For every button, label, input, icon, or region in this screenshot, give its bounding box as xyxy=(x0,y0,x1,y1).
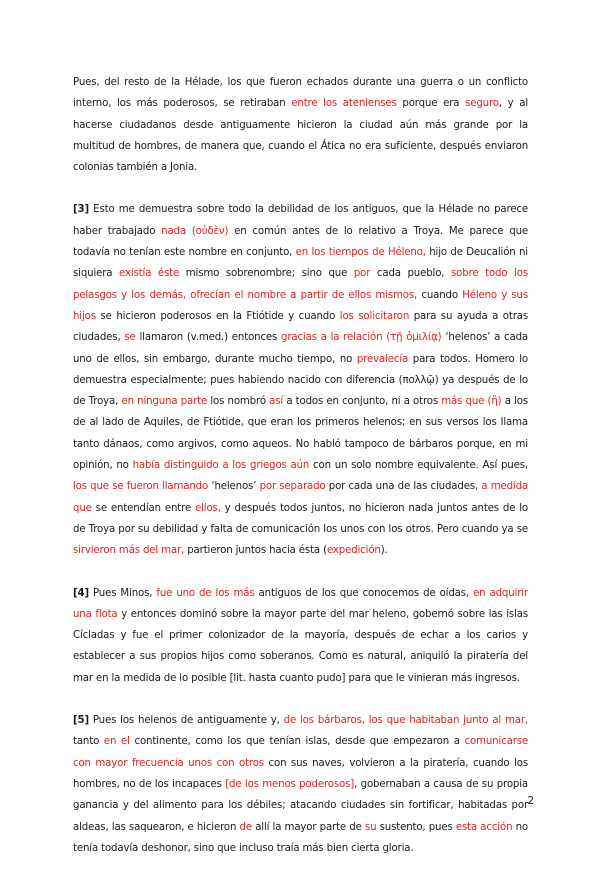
text-run: se hicieron poderosos en la Ftiótide y cuando xyxy=(95,310,340,322)
highlighted-phrase: en el xyxy=(103,736,130,748)
text-run: se entendían entre xyxy=(91,502,195,514)
highlighted-phrase: los solicitaron xyxy=(339,310,410,322)
text-run: , y al hacerse ciudadanos desde antiguamente hicieron la ciudad aún más grande por la multitud de hombres, de manera que, cuando el Ática no era suficiente, después enviaron colonias también a Jonia. xyxy=(73,98,529,174)
text-run: antiguos de los que conocemos de oídas, xyxy=(254,587,474,599)
paragraph-intro xyxy=(73,72,528,178)
text-run: Pues los helenos de antiguamente y, xyxy=(88,715,284,727)
text-run: cada pueblo, xyxy=(370,268,452,280)
document-body xyxy=(73,72,528,880)
text-run: los nombró xyxy=(207,396,270,408)
highlighted-phrase: por separado xyxy=(259,481,326,493)
highlighted-phrase: su xyxy=(364,821,377,833)
highlighted-phrase: en adquirir una flota xyxy=(73,587,528,620)
text-run: con un solo nombre equivalente. Así pues, xyxy=(309,460,528,472)
highlighted-phrase: se xyxy=(124,332,136,344)
text-run: para todos. Homero lo demuestra especialmente; pues habiendo nacido con diferencia (πολλῷ) ya después de lo de Troya, xyxy=(73,353,529,408)
highlighted-phrase: [de los menos poderosos] xyxy=(225,778,355,790)
highlighted-phrase: comunicarse con mayor frecuencia unos con otros xyxy=(73,736,529,769)
highlighted-phrase: sobre todo los pelasgos y los demás, ofrecían el nombre a partir de ellos mismos, xyxy=(73,268,528,301)
text-run: y después todos juntos, no hicieron nada juntos antes de lo de Troya por su debilidad y falta de comunicación los unos con los otros. Pero cuando ya se xyxy=(73,502,528,535)
text-run: en común antes de lo relativo a Troya. Me parece que todavía no tenían este nombre en conjunto, xyxy=(73,225,528,259)
section-number: [3] xyxy=(73,204,89,216)
text-run: no tenía todavía deshonor, sino que incluso traía más bien cierta gloria. xyxy=(73,821,528,854)
text-run: llamaron (v.med.) entonces xyxy=(135,332,282,344)
text-run: y entonces dominó sobre la mayor parte del mar heleno, gobernó sobre las islas Cícladas y fue el primer colonizador de la mayoría, después de echar a los carios y establecer a sus propios hijos como soberanos. Como es natural, aniquiló la piratería del mar en la medida de lo posible [lit. hasta cuanto pudo] para que le vinieran más ingresos. xyxy=(73,608,529,684)
text-run: a todos en conjunto, ni a otros xyxy=(283,396,442,408)
highlighted-phrase: a medida que xyxy=(73,481,528,514)
paragraph-section-4 xyxy=(73,583,528,689)
section-number: [5] xyxy=(73,715,89,727)
highlighted-phrase: más que (ἢ) xyxy=(441,396,502,408)
highlighted-phrase: en los tiempos de Héleno, xyxy=(295,247,426,259)
highlighted-phrase: en ninguna parte xyxy=(121,396,208,408)
highlighted-phrase: esta acción xyxy=(455,821,513,833)
text-run: ). xyxy=(380,545,388,557)
highlighted-phrase: fue uno de los más xyxy=(156,587,255,599)
paragraph-section-5 xyxy=(73,710,528,859)
text-run: sustento, pues xyxy=(376,821,456,833)
highlighted-phrase: Héleno y sus hijos xyxy=(73,289,529,322)
text-run: para su ayuda a otras ciudades, xyxy=(73,310,528,344)
text-run: , gobernaban a causa de su propia ganancia y del alimento para los débiles; atacando ciudades sin fortificar, habitadas por aldeas, las saquearon, e hicieron xyxy=(73,778,528,833)
highlighted-phrase: entre los atenienses xyxy=(291,98,397,110)
highlighted-phrase: prevalecía xyxy=(356,353,409,365)
highlighted-phrase: por xyxy=(353,268,371,280)
highlighted-phrase: sirvieron más del mar, xyxy=(73,545,185,557)
highlighted-phrase: había distinguido a los griegos aún xyxy=(132,460,310,472)
highlighted-phrase: ellos, xyxy=(195,502,221,514)
text-run: Pues, del resto de la Hélade, los que fueron echados durante una guerra o un conflicto interno, los más poderosos, se retiraban xyxy=(73,77,528,110)
highlighted-phrase: nada (οὐδὲν) xyxy=(161,225,229,237)
highlighted-phrase: de los bárbaros, los que habitaban junto al mar, xyxy=(283,715,528,727)
text-run: ‘helenos’ xyxy=(208,481,260,493)
highlighted-phrase: así xyxy=(269,396,284,408)
text-run: Pues Minos, xyxy=(88,587,157,599)
section-number: [4] xyxy=(73,587,89,599)
highlighted-phrase: existía éste xyxy=(119,268,180,280)
highlighted-phrase: los que se fueron llamando xyxy=(73,481,209,493)
text-run: partieron juntos hacia ésta ( xyxy=(184,545,327,557)
highlighted-phrase: gracias a la relación (τῇ ὁμιλίᾳ) xyxy=(281,332,442,344)
highlighted-phrase: de xyxy=(239,821,252,833)
text-run: continente, como los que tenían islas, desde que empezaron a xyxy=(129,736,465,748)
page-number: 2 xyxy=(527,795,534,807)
text-run: porque era xyxy=(396,98,466,110)
text-run: Esto me demuestra sobre todo la debilidad de los antiguos, que la Hélade no parece haber trabajado xyxy=(73,204,528,237)
text-run: allí la mayor parte de xyxy=(251,821,365,833)
highlighted-phrase: seguro xyxy=(465,98,499,110)
text-run: hijo de Deucalión ni siquiera xyxy=(73,247,528,280)
text-run: mismo sobrenombre; sino que xyxy=(179,268,354,280)
text-run: con sus naves, volvieron a la piratería, cuando los hombres, no de los incapaces xyxy=(73,757,528,790)
text-run: tanto xyxy=(73,736,104,748)
highlighted-phrase: expedición xyxy=(326,545,381,557)
text-run: cuando xyxy=(417,289,463,301)
paragraph-section-3 xyxy=(73,199,528,561)
text-run: ‘helenos’ a cada uno de ellos, sin embargo, durante mucho tiempo, no xyxy=(73,332,529,365)
text-run: a los de al lado de Aquiles, de Ftiótide, que eran los primeros helenos; en sus versos los llama tanto dánaos, como argivos, como aqueos. No habló tampoco de bárbaros porque, en mi opinión, no xyxy=(73,396,528,472)
text-run: por cada una de las ciudades, xyxy=(325,481,482,493)
